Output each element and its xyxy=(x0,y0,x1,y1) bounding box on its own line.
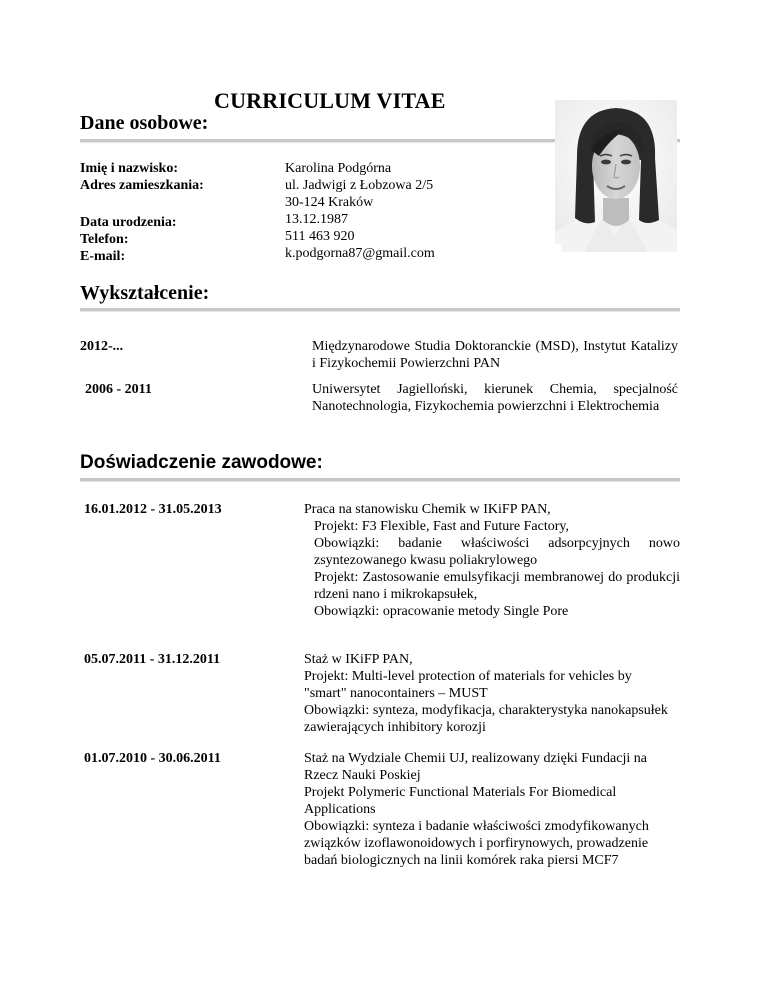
experience-date-1: 16.01.2012 - 31.05.2013 xyxy=(84,502,222,517)
experience-text-3 xyxy=(304,750,676,869)
label-birthdate: Data urodzenia: xyxy=(80,215,177,230)
value-name: Karolina Podgórna xyxy=(285,161,392,176)
experience-date-2: 05.07.2011 - 31.12.2011 xyxy=(84,652,221,667)
experience-1-line-1: Praca na stanowisku Chemik w IKiFP PAN, xyxy=(304,502,551,517)
document-title: CURRICULUM VITAE xyxy=(214,88,446,113)
label-address: Adres zamieszkania: xyxy=(80,178,204,193)
personal-heading: Dane osobowe: xyxy=(80,112,209,134)
experience-3-line-3: Obowiązki: synteza i badanie właściwości zmodyfikowanych związków izoflawonoidowych i porfirynowych, prowadzenie badań biologicznych na linii komórek raka piersi MCF7 xyxy=(304,819,649,868)
experience-1-line-2: Projekt: F3 Flexible, Fast and Future Factory, xyxy=(314,519,569,534)
experience-divider xyxy=(80,478,680,482)
personal-values xyxy=(285,160,435,262)
label-phone: Telefon: xyxy=(80,232,129,247)
experience-1-line-5: Obowiązki: opracowanie metody Single Pore xyxy=(314,604,569,619)
label-email: E-mail: xyxy=(80,249,126,264)
experience-text-1 xyxy=(304,501,680,620)
value-birthdate: 13.12.1987 xyxy=(285,212,348,227)
experience-2-line-3: Obowiązki: synteza, modyfikacja, charakterystyka nanokapsułek zawierających inhibitory korozji xyxy=(304,703,668,735)
value-city: 30-124 Kraków xyxy=(285,195,374,210)
education-heading: Wykształcenie: xyxy=(80,282,210,304)
value-phone: 511 463 920 xyxy=(285,229,355,244)
education-divider xyxy=(80,308,680,312)
experience-2-line-2: Projekt: Multi-level protection of materials for vehicles by "smart" nanocontainers – MUST xyxy=(304,669,632,701)
experience-1-line-4: Projekt: Zastosowanie emulsyfikacji membranowej do produkcji rdzeni nano i mikrokapsułek, xyxy=(314,570,680,602)
education-date-2: 2006 - 2011 xyxy=(85,382,152,397)
education-text-2: Uniwersytet Jagielloński, kierunek Chemia, specjalność Nanotechnologia, Fizykochemia powierzchni i Elektrochemia xyxy=(312,382,678,414)
education-date-1: 2012-... xyxy=(80,339,124,354)
profile-photo xyxy=(555,100,677,252)
value-street: ul. Jadwigi z Łobzowa 2/5 xyxy=(285,178,434,193)
value-email[interactable]: k.podgorna87@gmail.com xyxy=(285,246,435,261)
experience-3-line-1: Staż na Wydziale Chemii UJ, realizowany dzięki Fundacji na Rzecz Nauki Poskiej xyxy=(304,751,647,783)
experience-date-3: 01.07.2010 - 30.06.2011 xyxy=(84,751,221,766)
experience-text-2 xyxy=(304,651,676,736)
education-text-1: Międzynarodowe Studia Doktoranckie (MSD), Instytut Katalizy i Fizykochemii Powierzchni PAN xyxy=(312,339,678,371)
experience-heading: Doświadczenie zawodowe: xyxy=(80,452,323,473)
experience-1-line-3: Obowiązki: badanie właściwości adsorpcyjnych nowo zsyntezowanego kwasu poliakrylowego xyxy=(314,536,680,568)
experience-3-line-2: Projekt Polymeric Functional Materials For Biomedical Applications xyxy=(304,785,617,817)
label-name: Imię i nazwisko: xyxy=(80,161,178,176)
experience-2-line-1: Staż w IKiFP PAN, xyxy=(304,652,413,667)
